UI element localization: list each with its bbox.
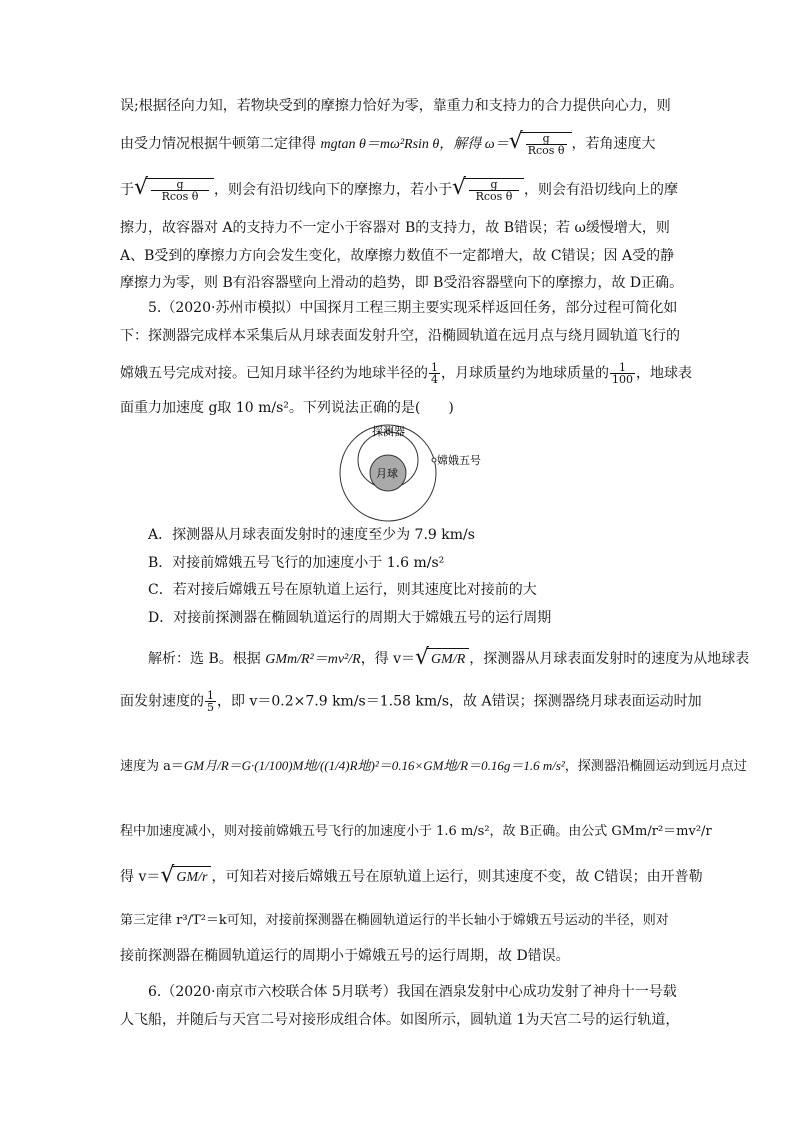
sqrt-expression: √ $\frac{g}{\text{Rcos θ}}$ [464, 178, 524, 202]
sqrt-expression: √ $\frac{g}{\text{Rcos θ}}$ [521, 132, 572, 156]
text-line: A、B受到的摩擦力方向会发生变化，故摩擦力数值不一定都增大，故 C错误；因 A受的静 [120, 248, 675, 264]
text-line: 误;根据径向力知，若物块受到的摩擦力恰好为零，靠重力和支持力的合力提供向心力，则 [120, 98, 671, 114]
change5-marker [432, 458, 436, 462]
sqrt-expression: √ GM/R [427, 648, 469, 670]
solution-line: 面发射速度的 $\frac{1}{5}$ ，即 v＝0.2×7.9 km/s＝1.58 km/s，故 A错误；探测器绕月球表面运动时加 [120, 689, 702, 714]
question-6-line: 人飞船，并随后与天宫二号对接形成组合体。如图所示，圆轨道 1为天宫二号的运行轨道， [120, 1012, 680, 1028]
question-6-line: 6.（2020·南京市六校联合体 5月联考）我国在酒泉发射中心成功发射了神舟十一号载 [148, 984, 677, 1000]
change5-label: 嫦娥五号 [437, 455, 481, 467]
sqrt-expression: √ GM/r [172, 866, 211, 888]
question-5-line: 嫦娥五号完成对接。已知月球半径约为地球半径的 $\frac{1}{4}$ ，月球质量约为地球质量的 $\frac{1}{100}$ ，地球表 [120, 361, 692, 386]
solution-line: 第三定律 r³/T²＝k可知，对接前探测器在椭圆轨道运行的半长轴小于嫦娥五号运动的半径，则对 [120, 913, 669, 928]
solution-line: 解析：选 B。根据 GMm/R²＝mv²/R，得 v＝√ GM/R ，探测器从月球表面发射时的速度为从地球表 [148, 648, 704, 670]
question-5-line: 下：探测器完成样本采集后从月球表面发射升空，沿椭圆轨道在远月点与绕月圆轨道飞行的 [120, 328, 680, 344]
text-line: 擦力，故容器对 A的支持力不一定小于容器对 B的支持力，故 B错误；若 ω缓慢增大，则 [120, 220, 670, 236]
option-d: D．对接前探测器在椭圆轨道运行的周期大于嫦娥五号的运行周期 [148, 610, 552, 626]
fraction: $\frac{1}{5}$ [207, 689, 214, 714]
question-5-line: 5.（2020·苏州市模拟）中国探月工程三期主要实现采样返回任务，部分过程可简化如 [148, 300, 678, 316]
orbit-figure [336, 423, 506, 523]
moon-label: 月球 [376, 468, 398, 480]
solution-line: 速度为 a＝GM月/R＝G·(1/100)M地/((1/4)R地)²＝0.16×GM地/R＝0.16g＝1.6 m/s²，探测器沿椭圆运动到远月点过 [120, 758, 747, 774]
solution-line: 接前探测器在椭圆轨道运行的周期小于嫦娥五号的运行周期，故 D错误。 [120, 948, 570, 964]
sqrt-expression: √ $\frac{g}{\text{Rcos θ}}$ [146, 178, 214, 202]
option-b: B．对接前嫦娥五号飞行的加速度小于 1.6 m/s² [148, 555, 445, 571]
probe-label: 探测器 [372, 426, 405, 438]
fraction: $\frac{1}{4}$ [431, 361, 438, 386]
solution-line: 得 v＝√ GM/r ，可知若对接后嫦娥五号在原轨道上运行，则其速度不变，故 C错误；由开普勒 [120, 866, 676, 888]
option-c: C．若对接后嫦娥五号在原轨道上运行，则其速度比对接前的大 [148, 582, 537, 598]
question-5-line: 面重力加速度 g取 10 m/s²。下列说法正确的是( ) [120, 400, 454, 416]
fraction: $\frac{1}{100}$ [612, 361, 633, 386]
text-line: 摩擦力为零，则 B有沿容器壁向上滑动的趋势，即 B受沿容器壁向下的摩擦力，故 D正确。 [120, 275, 684, 291]
option-a: A．探测器从月球表面发射时的速度至少为 7.9 km/s [148, 527, 475, 543]
text-line: 于 √ $\frac{g}{\text{Rcos θ}}$ ，则会有沿切线向下的摩擦力，若小于 √ $\frac{g}{\text{Rcos θ}}$ ，则会有沿切线向上的摩 [120, 178, 676, 202]
text-line: 由受力情况根据牛顿第二定律得 mgtan θ＝mω²Rsin θ，解得 ω＝ √ $\frac{g}{\text{Rcos θ}}$ ，若角速度大 [120, 132, 676, 156]
solution-line: 程中加速度减小，则对接前嫦娥五号飞行的加速度小于 1.6 m/s²，故 B正确。由公式 GMm/r²＝mv²/r [120, 824, 712, 839]
